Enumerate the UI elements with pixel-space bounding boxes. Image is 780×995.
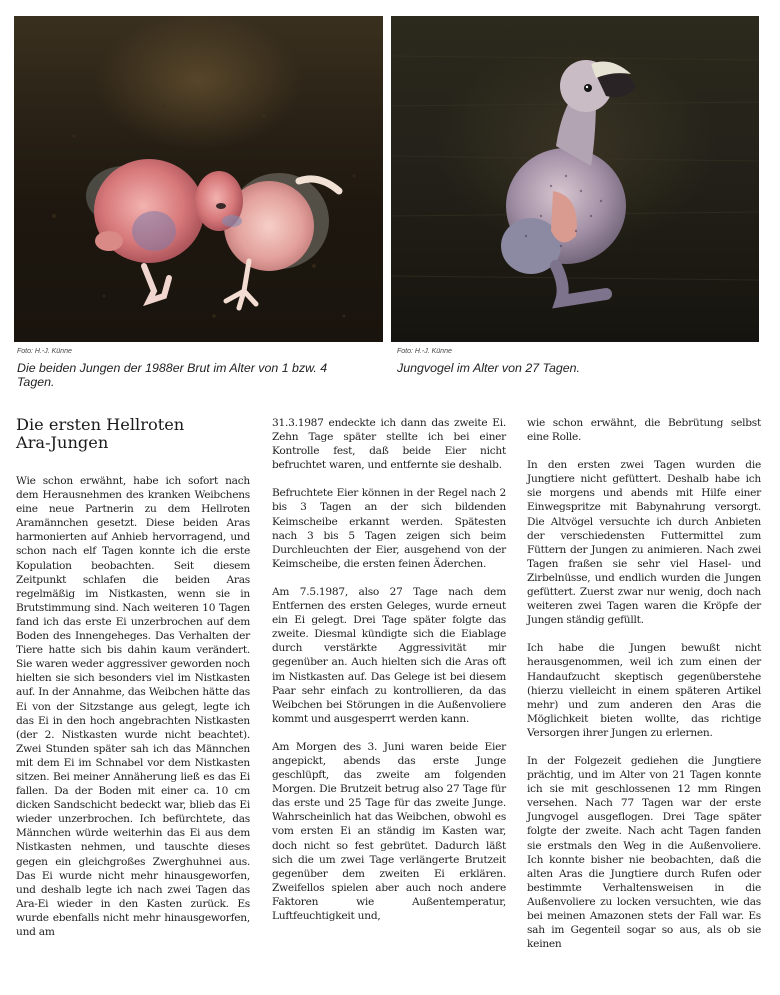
photo-caption: Jungvogel im Alter von 27 Tagen. [397,361,580,375]
paragraph: Ich habe die Jungen bewußt nicht herausgenommen, weil ich zum einen der Handaufzucht skeptisch gegenüberstehe (hierzu vielleicht in einem späteren Artikel mehr) und zum anderen den Aras die Möglichkeit bieten wollte, das richtige Versorgen ihrer Jungen zu erlernen. [527,642,761,739]
paragraph: In den ersten zwei Tagen wurden die Jungtiere nicht gefüttert. Deshalb habe ich sie morgens und abends mit Hilfe einer Einwegspritze mit Babynahrung versorgt. Die Altvögel versuchte ich durch Anbieten der verschiedensten Futtermittel zum Füttern der Jungen zu animieren. Nach zwei Tagen fraßen sie sehr viel Hasel- und Zirbelnüsse, und endlich wurden die Jungen gefüttert. Zuerst zwar nur wenig, doch nach weiteren zwei Tagen waren die Kröpfe der Jungen ständig gefüllt. [527,459,761,627]
article-column-1 [16,474,250,953]
paragraph: Am 7.5.1987, also 27 Tage nach dem Entfernen des ersten Geleges, wurde erneut ein Ei gelegt. Drei Tage später folgte das zweite. Diesmal kündigte sich die Eiablage durch verstärkte Aggressivität mir gegenüber an. Auch hielten sich die Aras oft im Nistkasten auf. Das Gelege ist bei diesem Paar sehr einfach zu kontrollieren, da das Weibchen bei Störungen in die Außenvoliere kommt und ausgesperrt werden kann. [272,585,506,725]
paragraph: Befruchtete Eier können in der Regel nach 2 bis 3 Tagen an der sich bildenden Keimscheibe erkannt werden. Spätesten nach 3 bis 5 Tagen zeigen sich beim Durchleuchten der Eier, ausgehend von der Keimscheibe, die ersten feinen Äderchen. [272,487,506,570]
photo-27-day-chick [391,16,759,342]
photo-two-chicks [14,16,383,342]
photo-credit: Foto: H.-J. Künne [397,348,452,355]
section-heading [16,416,184,452]
paragraph: Am Morgen des 3. Juni waren beide Eier angepickt, abends das erste Junge geschlüpft, das zweite am folgenden Morgen. Die Brutzeit betrug also 27 Tage für das erste und 25 Tage für das zweite Junge. Wahrscheinlich hat das Weibchen, obwohl es vom ersten Ei an ständig im Kasten war, doch nicht so fest gebrütet. Dadurch läßt sich die um zwei Tage verlängerte Brutzeit gegenüber dem zweiten Ei erklären. Zweifellos spielen aber auch noch andere Faktoren wie Außentemperatur, Luftfeuchtigkeit und, [272,740,506,922]
photo-credit: Foto: H.-J. Künne [17,348,72,355]
chick-illustration [391,16,759,342]
paragraph: In der Folgezeit gediehen die Jungtiere prächtig, und im Alter von 21 Tagen konnte ich sie mit geschlossenen 12 mm Ringen versehen. Nach 77 Tagen war der erste Jungvogel ausgeflogen. Drei Tage später folgte der zweite. Nach acht Tagen fanden sie erstmals den Weg in die Außenvoliere. Ich konnte bisher nie beobachten, daß die alten Aras die Jungtiere durch Rufen oder bestimmte Verhaltensweisen in die Außenvoliere zu locken versuchten, wie das bei meinen Amazonen stets der Fall war. Es sah im Gegenteil sogar so aus, als ob sie keinen [527,754,761,951]
section-heading-line: Die ersten Hellroten [16,415,185,434]
paragraph: 31.3.1987 endeckte ich dann das zweite Ei. Zehn Tage später stellte ich bei einer Kontrolle fest, daß beide Eier nicht befruchtet waren, und entfernte sie deshalb. [272,417,506,472]
section-heading-line: Ara-Jungen [16,433,109,452]
article-column-3 [527,416,761,965]
chicks-illustration [14,16,383,342]
paragraph: wie schon erwähnt, die Bebrütung selbst eine Rolle. [527,417,761,444]
article-column-2 [272,416,506,937]
paragraph: Wie schon erwähnt, habe ich sofort nach dem Herausnehmen des kranken Weibchens eine neue Partnerin zu dem Hellroten Aramännchen gesetzt. Diese beiden Aras harmonierten auf Anhieb hervorragend, und schon nach elf Tagen konnte ich die erste Kopulation beobachten. Seit diesem Zeitpunkt schlafen die beiden Aras regelmäßig im Nistkasten, wenn sie in Brutstimmung sind. Nach weiteren 10 Tagen fand ich das erste Ei unzerbrochen auf dem Boden des Innengeheges. Das Verhalten der Tiere hatte sich bis dahin kaum verändert. Sie waren weder aggressiver geworden noch hielten sie sich besonders viel im Nistkasten auf. In der Annahme, das Weibchen hätte das Ei von der Sitzstange aus gelegt, legte ich das Ei in den hoch angebrachten Nistkasten (der 2. Nistkasten wurde nicht beachtet). Zwei Stunden später sah ich das Männchen mit dem Ei im Schnabel vor dem Nistkasten sitzen. Bei meiner Annäherung ließ es das Ei fallen. Da der Boden mit einer ca. 10 cm dicken Sandschicht bedeckt war, blieb das Ei wieder unzerbrochen. Ich befürchtete, das Männchen würde weiterhin das Ei aus dem Nistkasten nehmen, und tauschte dieses gegen ein gleichgroßes Zwerghuhnei aus. Das Ei wurde nicht mehr hinausgeworfen, und deshalb legte ich nach zwei Tagen das Ara-Ei wieder in den Kasten zurück. Es wurde ebenfalls nicht mehr hinausgeworfen, und am [16,475,250,938]
photo-caption: Die beiden Jungen der 1988er Brut im Alter von 1 bzw. 4 Tagen. [17,361,328,389]
